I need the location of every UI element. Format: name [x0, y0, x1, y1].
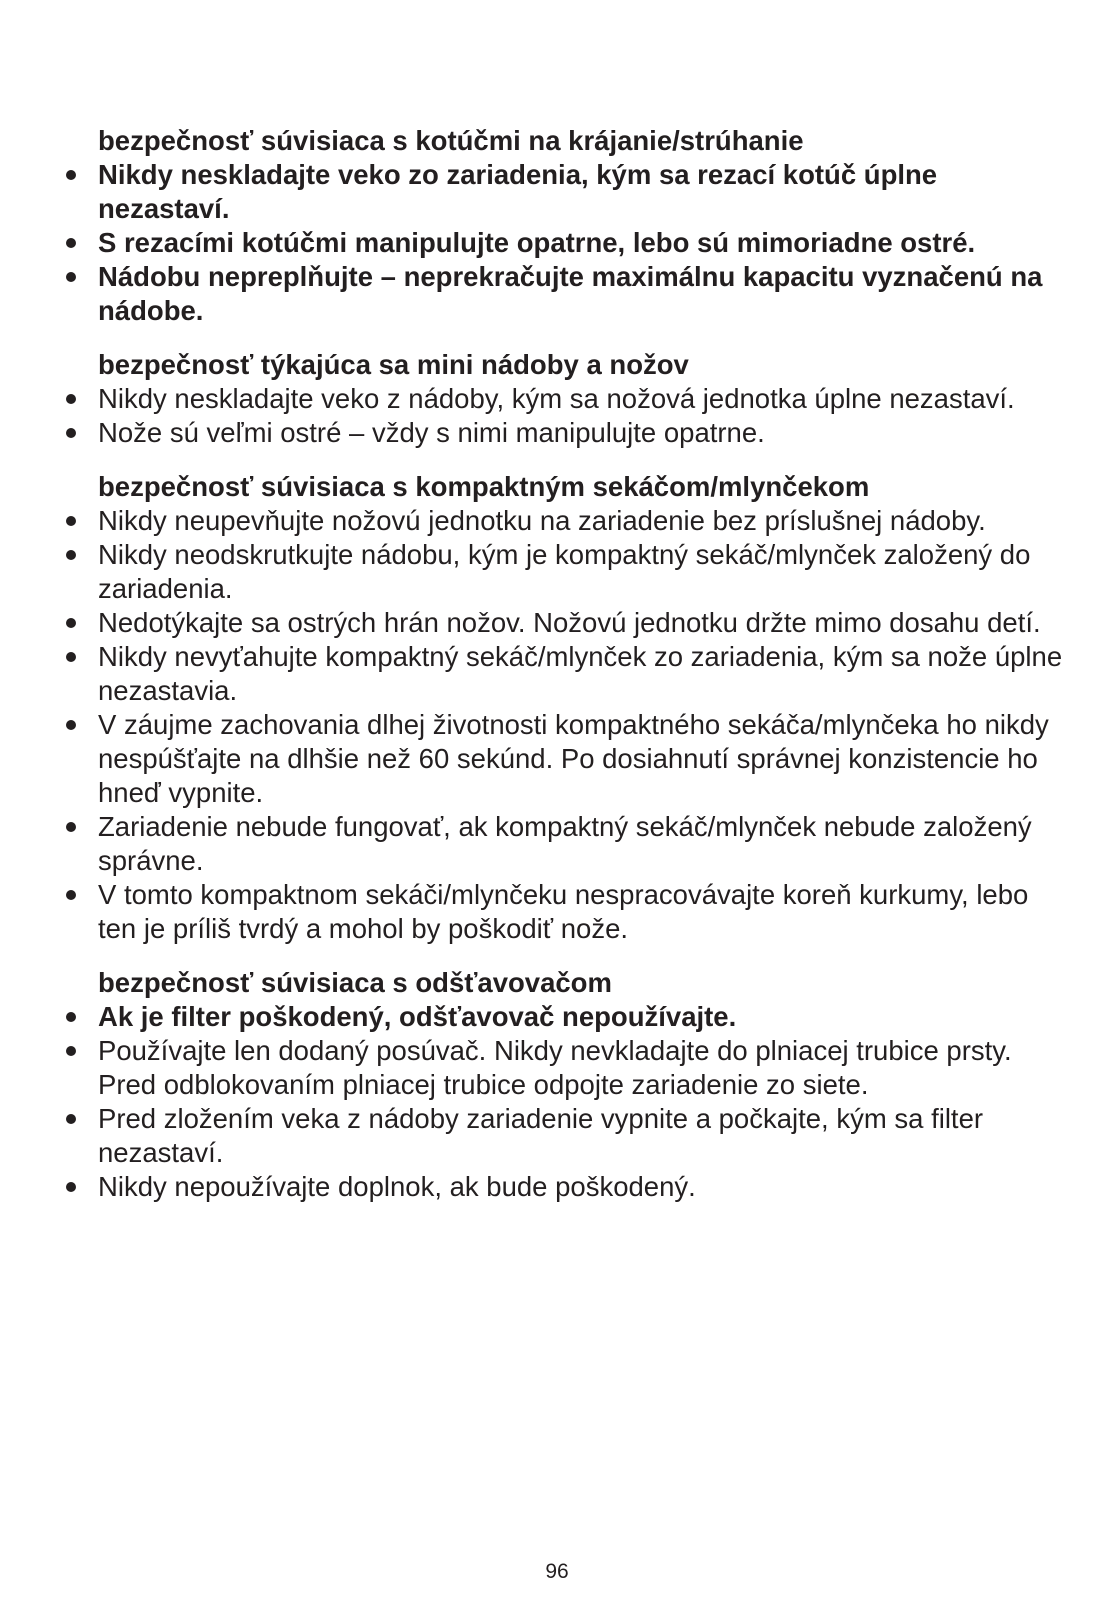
bullet-icon [66, 428, 76, 438]
bullet-list [64, 158, 1074, 328]
list-item-text: Nedotýkajte sa ostrých hrán nožov. Nožovú jednotku držte mimo dosahu detí. [98, 607, 1041, 638]
bullet-icon [66, 890, 76, 900]
bullet-icon [66, 170, 76, 180]
section-slicing-discs [64, 124, 1074, 328]
list-item [64, 1034, 1074, 1102]
bullet-icon [66, 1114, 76, 1124]
bullet-icon [66, 822, 76, 832]
list-item-text: Nikdy neodskrutkujte nádobu, kým je kompaktný sekáč/mlynček založený do zariadenia. [98, 539, 1031, 604]
list-item [64, 1102, 1074, 1170]
bullet-icon [66, 516, 76, 526]
section-heading: bezpečnosť súvisiaca s kotúčmi na krájanie/strúhanie [98, 125, 804, 156]
bullet-icon [66, 652, 76, 662]
section-juicer [64, 966, 1074, 1204]
bullet-list [64, 1000, 1074, 1204]
list-item-text: Nikdy neskladajte veko zo zariadenia, kým sa rezací kotúč úplne nezastaví. [98, 159, 938, 224]
bullet-icon [66, 394, 76, 404]
list-item [64, 1170, 1074, 1204]
bullet-list [64, 504, 1074, 946]
list-item [64, 878, 1074, 946]
list-item-text: V tomto kompaktnom sekáči/mlynčeku nespracovávajte koreň kurkumy, lebo ten je príliš tvrdý a mohol by poškodiť nože. [98, 879, 1029, 944]
list-item [64, 260, 1074, 328]
list-item-text: Nádobu nepreplňujte – neprekračujte maximálnu kapacitu vyznačenú na nádobe. [98, 261, 1043, 326]
list-item [64, 640, 1074, 708]
list-item-text: Nikdy nepoužívajte doplnok, ak bude poškodený. [98, 1171, 696, 1202]
list-item [64, 382, 1074, 416]
list-item [64, 226, 1074, 260]
list-item-text: Nikdy nevyťahujte kompaktný sekáč/mlynček zo zariadenia, kým sa nože úplne nezastavia. [98, 641, 1063, 706]
bullet-icon [66, 1012, 76, 1022]
bullet-list [64, 382, 1074, 450]
page-number: 96 [545, 1560, 569, 1583]
list-item-text: Zariadenie nebude fungovať, ak kompaktný sekáč/mlynček nebude založený správne. [98, 811, 1032, 876]
section-heading: bezpečnosť týkajúca sa mini nádoby a nožov [98, 349, 689, 380]
bullet-icon [66, 618, 76, 628]
list-item-text: Ak je filter poškodený, odšťavovač nepoužívajte. [98, 1001, 737, 1032]
list-item-text: Používajte len dodaný posúvač. Nikdy nevkladajte do plniacej trubice prsty. Pred odblokovaním plniacej trubice odpojte zariadenie zo siete. [98, 1035, 1012, 1100]
list-item-text: Nože sú veľmi ostré – vždy s nimi manipulujte opatrne. [98, 417, 765, 448]
bullet-icon [66, 238, 76, 248]
list-item [64, 504, 1074, 538]
section-mini-bowl [64, 348, 1074, 450]
list-item [64, 606, 1074, 640]
list-item-text: Nikdy neskladajte veko z nádoby, kým sa nožová jednotka úplne nezastaví. [98, 383, 1015, 414]
list-item-text: Pred zložením veka z nádoby zariadenie vypnite a počkajte, kým sa filter nezastaví. [98, 1103, 984, 1168]
list-item [64, 708, 1074, 810]
list-item [64, 158, 1074, 226]
bullet-icon [66, 272, 76, 282]
bullet-icon [66, 1046, 76, 1056]
section-heading: bezpečnosť súvisiaca s odšťavovačom [98, 967, 612, 998]
list-item [64, 416, 1074, 450]
bullet-icon [66, 720, 76, 730]
list-item [64, 1000, 1074, 1034]
document-body [64, 124, 1074, 1224]
list-item-text: V záujme zachovania dlhej životnosti kompaktného sekáča/mlynčeka ho nikdy nespúšťajte na dlhšie než 60 sekúnd. Po dosiahnutí správnej konzistencie ho hneď vypnite. [98, 709, 1049, 808]
list-item [64, 810, 1074, 878]
list-item-text: Nikdy neupevňujte nožovú jednotku na zariadenie bez príslušnej nádoby. [98, 505, 986, 536]
list-item [64, 538, 1074, 606]
section-heading: bezpečnosť súvisiaca s kompaktným sekáčom/mlynčekom [98, 471, 870, 502]
list-item-text: S rezacími kotúčmi manipulujte opatrne, lebo sú mimoriadne ostré. [98, 227, 976, 258]
section-compact-chopper [64, 470, 1074, 946]
bullet-icon [66, 550, 76, 560]
bullet-icon [66, 1182, 76, 1192]
